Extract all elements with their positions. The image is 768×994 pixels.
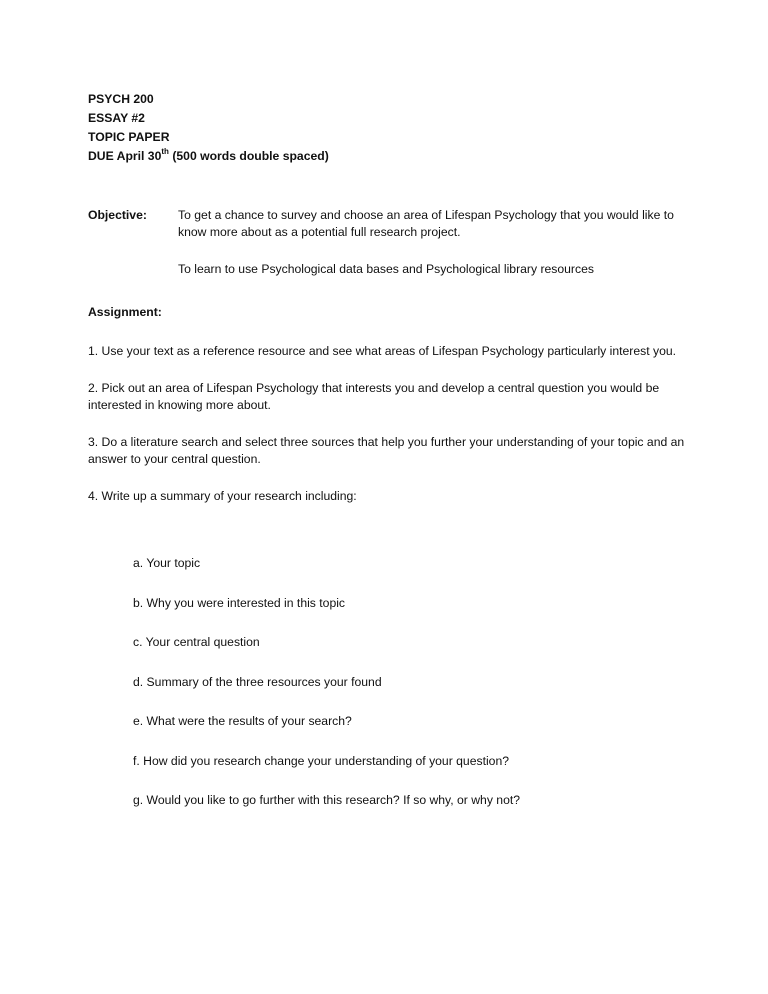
assignment-step: 3. Do a literature search and select three sources that help you further your understanding of your topic and an answer to your central question. [88, 435, 685, 466]
due-date: DUE April 30 [88, 149, 162, 163]
due-date-ordinal: th [161, 146, 169, 156]
assignment-step: 4. Write up a summary of your research including: [88, 489, 357, 503]
summary-item: d. Summary of the three resources your found [133, 674, 382, 689]
document-header [88, 90, 329, 166]
assignment-label: Assignment: [88, 305, 162, 319]
assignment-step: 2. Pick out an area of Lifespan Psychology that interests you and develop a central question you would be interested in knowing more about. [88, 381, 660, 412]
summary-item: a. Your topic [133, 556, 201, 570]
summary-item: g. Would you like to go further with this research? If so why, or why not? [133, 793, 521, 807]
objective-paragraph: To get a chance to survey and choose an area of Lifespan Psychology that you would like to know more about as a potential full research project. [178, 208, 674, 239]
summary-item: c. Your central question [133, 635, 260, 649]
objective-label: Objective: [88, 208, 147, 222]
paper-type: TOPIC PAPER [88, 130, 170, 144]
assignment-step: 1. Use your text as a reference resource and see what areas of Lifespan Psychology particularly interest you. [88, 344, 677, 358]
assignment-steps [88, 343, 688, 525]
summary-item: f. How did you research change your understanding of your question? [133, 753, 510, 768]
summary-item: e. What were the results of your search? [133, 714, 352, 728]
objective-text [178, 207, 698, 278]
objective-paragraph: To learn to use Psychological data bases and Psychological library resources [178, 262, 594, 276]
summary-item: b. Why you were interested in this topic [133, 595, 346, 610]
summary-items [133, 555, 693, 832]
due-line [88, 147, 329, 166]
due-requirements: (500 words double spaced) [168, 149, 329, 163]
essay-number: ESSAY #2 [88, 111, 145, 125]
course-code: PSYCH 200 [88, 92, 154, 106]
